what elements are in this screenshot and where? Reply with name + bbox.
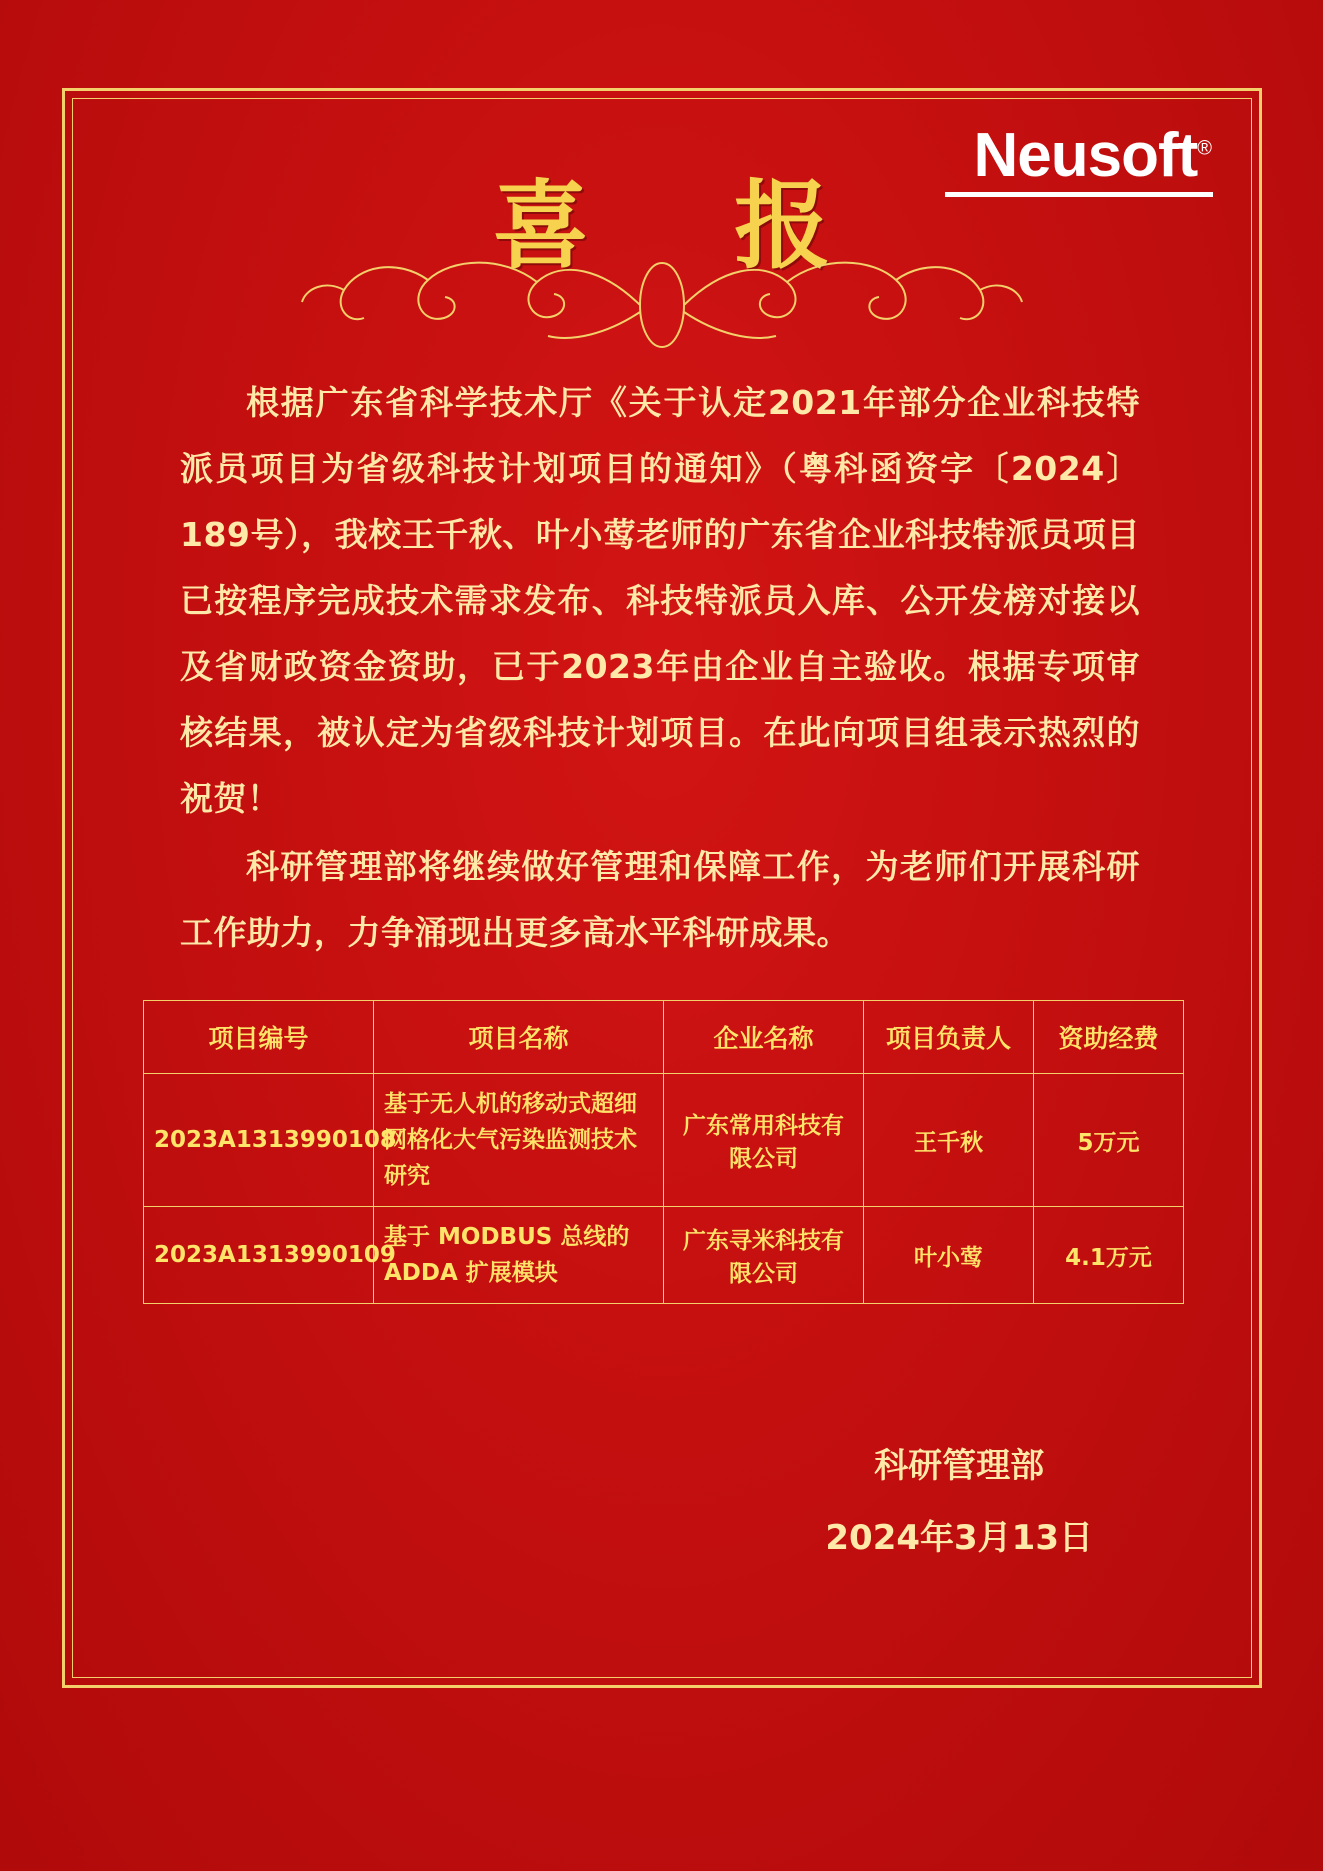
cell-project-name: 基于 MODBUS 总线的 ADDA 扩展模块 xyxy=(374,1207,664,1304)
table-header-row xyxy=(144,1001,1184,1074)
paragraph-2: 科研管理部将继续做好管理和保障工作，为老师们开展科研工作助力，力争涌现出更多高水平科研成果。 xyxy=(180,847,1140,952)
table-row xyxy=(144,1074,1184,1207)
cell-project-name: 基于无人机的移动式超细网格化大气污染监测技术研究 xyxy=(374,1074,664,1207)
table-row xyxy=(144,1207,1184,1304)
logo-text: Neusoft xyxy=(973,121,1198,190)
registered-mark-icon: ® xyxy=(1197,137,1211,160)
table-header-code: 项目编号 xyxy=(144,1001,374,1074)
cell-company: 广东寻米科技有限公司 xyxy=(664,1207,864,1304)
paragraph-1: 根据广东省科学技术厅《关于认定2021年部分企业科技特派员项目为省级科技计划项目的通知》（粤科函资字〔2024〕189号），我校王千秋、叶小莺老师的广东省企业科技特派员项目已按程序完成技术需求发布、科技特派员入库、公开发榜对接以及省财政资金资助，已于2023年由企业自主验收。根据专项审核结果，被认定为省级科技计划项目。在此向项目组表示热烈的祝贺！ xyxy=(180,383,1140,818)
table-header-funding: 资助经费 xyxy=(1034,1001,1184,1074)
cell-project-code: 2023A1313990108 xyxy=(144,1074,374,1207)
cell-leader: 叶小莺 xyxy=(864,1207,1034,1304)
signature-department: 科研管理部 xyxy=(874,1446,1045,1486)
title-text: 喜 报 xyxy=(492,170,887,282)
cell-project-code: 2023A1313990109 xyxy=(144,1207,374,1304)
cell-funding: 4.1万元 xyxy=(1034,1207,1184,1304)
projects-table xyxy=(143,1000,1184,1304)
cell-funding: 5万元 xyxy=(1034,1074,1184,1207)
cell-company: 广东常用科技有限公司 xyxy=(664,1074,864,1207)
signature-block xyxy=(825,1430,1093,1574)
signature-date: 2024年3月13日 xyxy=(825,1518,1093,1558)
decorative-flourish-icon xyxy=(262,250,1062,360)
table-header-name: 项目名称 xyxy=(374,1001,664,1074)
table-header-leader: 项目负责人 xyxy=(864,1001,1034,1074)
table-header-company: 企业名称 xyxy=(664,1001,864,1074)
cell-leader: 王千秋 xyxy=(864,1074,1034,1207)
announcement-body xyxy=(180,370,1140,966)
